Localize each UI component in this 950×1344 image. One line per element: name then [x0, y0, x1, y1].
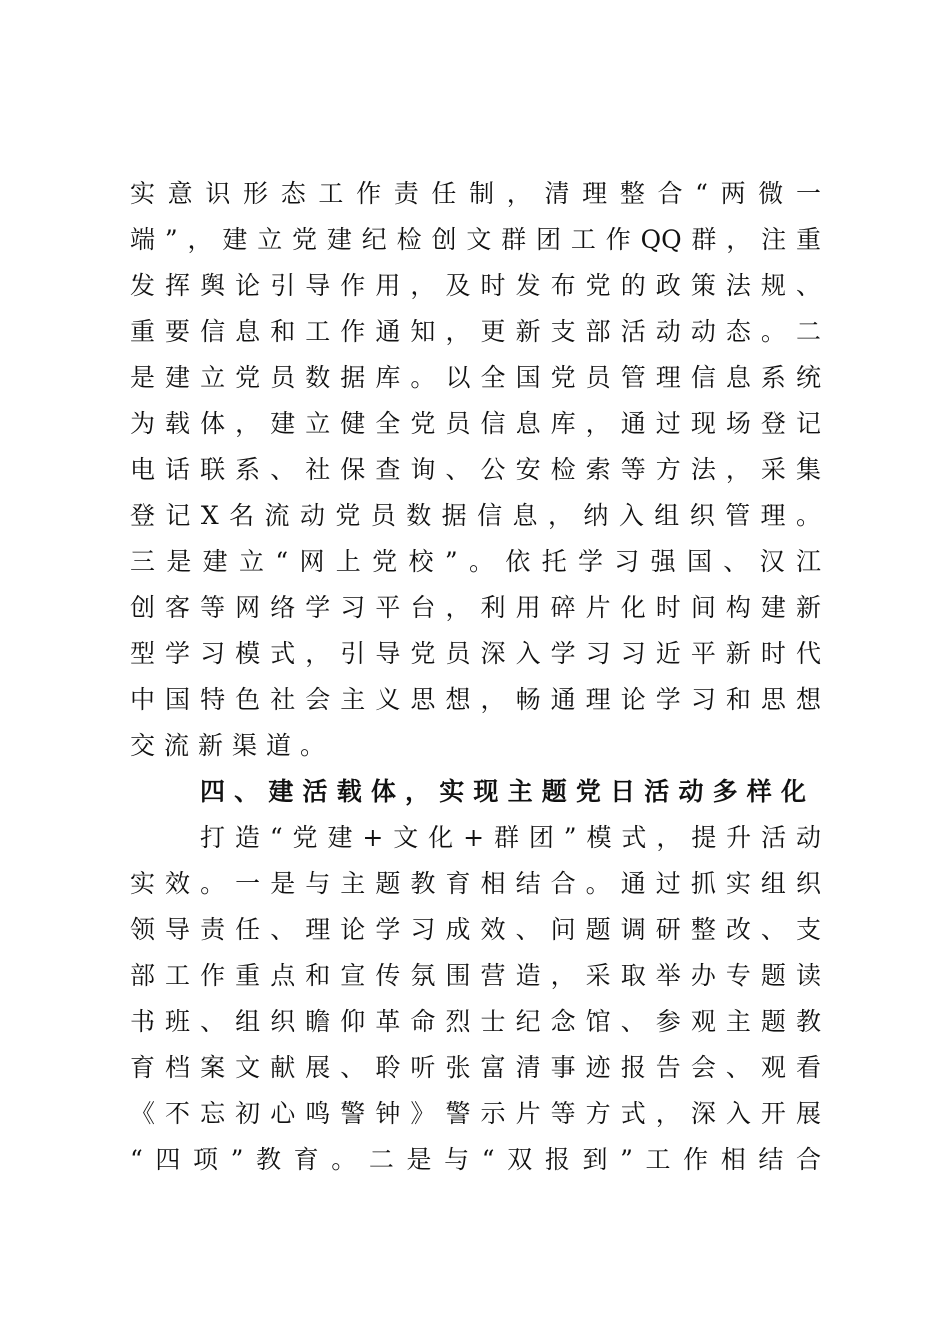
body-line-17: 部工作重点和宣传氛围营造，采取举办专题读: [130, 961, 821, 990]
body-line-7: 电话联系、社保查询、公安检索等方法，采集: [130, 455, 821, 484]
body-line-12: 中国特色社会主义思想，畅通理论学习和思想: [130, 685, 821, 714]
body-line-16: 领导责任、理论学习成效、问题调研整改、支: [130, 915, 821, 944]
body-line-6: 为载体，建立健全党员信息库，通过现场登记: [130, 409, 821, 438]
body-line-21: “四项”教育。二是与“双报到”工作相结合: [130, 1145, 821, 1174]
body-line-15: 实效。一是与主题教育相结合。通过抓实组织: [130, 869, 821, 898]
body-line-10: 创客等网络学习平台，利用碎片化时间构建新: [130, 593, 821, 622]
body-line-11: 型学习模式，引导党员深入学习习近平新时代: [130, 639, 821, 668]
body-line-3: 发挥舆论引导作用，及时发布党的政策法规、: [130, 271, 821, 300]
body-line-19: 育档案文献展、聆听张富清事迹报告会、观看: [130, 1053, 821, 1082]
section-heading: 四、建活载体，实现主题党日活动多样化: [200, 777, 806, 806]
body-line-8: 登记X名流动党员数据信息，纳入组织管理。: [130, 501, 821, 530]
body-line-4: 重要信息和工作通知，更新支部活动动态。二: [130, 317, 821, 346]
body-line-5: 是建立党员数据库。以全国党员管理信息系统: [130, 363, 821, 392]
body-line-1: 实意识形态工作责任制，清理整合“两微一: [130, 179, 821, 208]
body-line-18: 书班、组织瞻仰革命烈士纪念馆、参观主题教: [130, 1007, 821, 1036]
body-line-9: 三是建立“网上党校”。依托学习强国、汉江: [130, 547, 821, 576]
body-line-13: 交流新渠道。: [130, 731, 335, 760]
body-line-14: 打造“党建+文化+群团”模式，提升活动: [200, 823, 821, 852]
body-line-2: 端”，建立党建纪检创文群团工作QQ群，注重: [130, 225, 821, 254]
body-line-20: 《不忘初心鸣警钟》警示片等方式，深入开展: [130, 1099, 821, 1128]
